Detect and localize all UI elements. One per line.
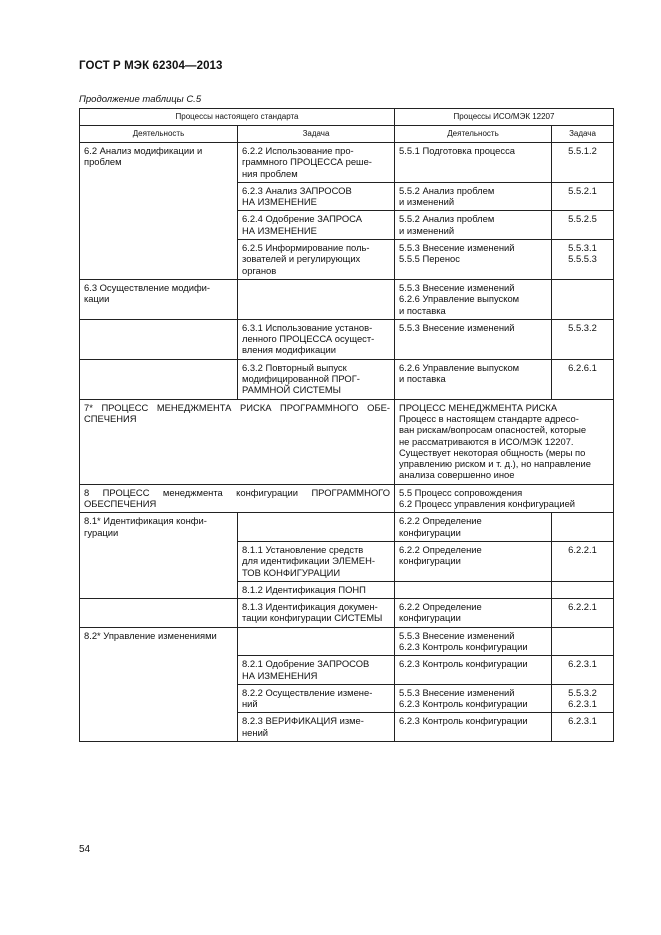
iso-activity-cell: 5.5.1 Подготовка процесса [395,143,552,183]
process-mapping-table [79,108,614,742]
iso-activity-cell: 6.2.6 Управление выпуском и поставка [395,359,552,399]
iso-activity-cell: 5.5.3 Внесение изменений [395,319,552,359]
page-number: 54 [79,844,91,855]
task-cell: 6.3.1 Использование установ- ленного ПРОЦЕССА осущест- вления модификации [238,319,395,359]
activity-cell: 6.3 Осуществление модифи- кации [80,279,238,319]
iso-activity-cell: 5.5.2 Анализ проблем и изменений [395,182,552,211]
document-header: ГОСТ Р МЭК 62304—2013 [79,60,223,72]
task-cell [238,279,395,319]
activity-cell [80,319,238,359]
iso-task-cell [552,581,614,598]
iso-task-cell: 5.5.2.1 [552,182,614,211]
group-header-this-standard: Процессы настоящего стандарта [80,109,395,126]
task-cell: 6.2.4 Одобрение ЗАПРОСА НА ИЗМЕНЕНИЕ [238,211,395,240]
activity-cell: 8.2* Управление изменениями [80,627,238,741]
table-row [80,599,614,628]
table-row [80,279,614,319]
task-cell: 8.2.3 ВЕРИФИКАЦИЯ изме- нений [238,713,395,742]
iso-task-cell [552,279,614,319]
column-header-task: Задача [238,126,395,143]
iso-task-cell [552,627,614,656]
iso-task-cell: 5.5.2.5 [552,211,614,240]
task-cell: 6.2.5 Информирование поль- зователей и регулирующих органов [238,240,395,280]
task-cell: 8.2.2 Осуществление измене- ний [238,684,395,713]
iso-task-cell: 5.5.3.1 5.5.5.3 [552,240,614,280]
activity-cell [80,359,238,399]
task-cell: 6.2.3 Анализ ЗАПРОСОВ НА ИЗМЕНЕНИЕ [238,182,395,211]
iso-activity-cell: 5.5.2 Анализ проблем и изменений [395,211,552,240]
iso-activity-cell: 6.2.3 Контроль конфигурации [395,713,552,742]
iso-task-cell: 6.2.6.1 [552,359,614,399]
iso-activity-cell: 6.2.2 Определение конфигурации [395,541,552,581]
iso-activity-cell: 6.2.2 Определение конфигурации [395,599,552,628]
activity-cell [80,599,238,628]
column-header-activity: Деятельность [80,126,238,143]
task-cell: 8.1.3 Идентификация докумен- тации конфигурации СИСТЕМЫ [238,599,395,628]
task-cell [238,513,395,542]
table-column-header-row [80,126,614,143]
iso-activity-cell: 5.5.3 Внесение изменений 5.5.5 Перенос [395,240,552,280]
merged-standard-cell: 8 ПРОЦЕСС менеджмента конфигурации ПРОГРАММНОГО ОБЕСПЕЧЕНИЯ [80,484,395,513]
task-cell: 8.1.1 Установление средств для идентификации ЭЛЕМЕН- ТОВ КОНФИГУРАЦИИ [238,541,395,581]
table-row [80,627,614,656]
table-caption: Продолжение таблицы С.5 [79,94,202,105]
table-row [80,399,614,484]
column-header-iso-activity: Деятельность [395,126,552,143]
iso-task-cell: 6.2.3.1 [552,713,614,742]
iso-activity-cell: 5.5.3 Внесение изменений 6.2.3 Контроль конфигурации [395,684,552,713]
iso-activity-cell [395,581,552,598]
activity-cell: 8.1* Идентификация конфи- гурации [80,513,238,599]
iso-task-cell: 6.2.2.1 [552,599,614,628]
iso-task-cell: 6.2.2.1 [552,541,614,581]
table-row [80,143,614,183]
merged-iso-cell: ПРОЦЕСС МЕНЕДЖМЕНТА РИСКА Процесс в настоящем стандарте адресо- ван рискам/вопросам опасностей, которые не рассматриваются в ИСО/МЭК 12207. Существует некоторая общность (меры по управлению риском и т. д.), но направление анализа совершенно иное [395,399,614,484]
table-row [80,513,614,542]
task-cell: 6.2.2 Использование про- граммного ПРОЦЕССА реше- ния проблем [238,143,395,183]
table-row [80,359,614,399]
table-row [80,484,614,513]
task-cell: 8.1.2 Идентификация ПОНП [238,581,395,598]
task-cell: 8.2.1 Одобрение ЗАПРОСОВ НА ИЗМЕНЕНИЯ [238,656,395,685]
merged-iso-cell: 5.5 Процесс сопровождения 6.2 Процесс управления конфигурацией [395,484,614,513]
task-cell: 6.3.2 Повторный выпуск модифицированной ПРОГ- РАММНОЙ СИСТЕМЫ [238,359,395,399]
group-header-iso-12207: Процессы ИСО/МЭК 12207 [395,109,614,126]
table-row [80,319,614,359]
iso-task-cell: 5.5.3.2 6.2.3.1 [552,684,614,713]
iso-task-cell: 5.5.3.2 [552,319,614,359]
iso-activity-cell: 5.5.3 Внесение изменений 6.2.3 Контроль конфигурации [395,627,552,656]
iso-task-cell: 5.5.1.2 [552,143,614,183]
table-group-header-row [80,109,614,126]
task-cell [238,627,395,656]
iso-task-cell: 6.2.3.1 [552,656,614,685]
iso-activity-cell: 5.5.3 Внесение изменений 6.2.6 Управление выпуском и поставка [395,279,552,319]
activity-cell: 6.2 Анализ модификации и проблем [80,143,238,280]
iso-task-cell [552,513,614,542]
iso-activity-cell: 6.2.2 Определение конфигурации [395,513,552,542]
column-header-iso-task: Задача [552,126,614,143]
merged-standard-cell: 7* ПРОЦЕСС МЕНЕДЖМЕНТА РИСКА ПРОГРАММНОГО ОБЕ- СПЕЧЕНИЯ [80,399,395,484]
iso-activity-cell: 6.2.3 Контроль конфигурации [395,656,552,685]
